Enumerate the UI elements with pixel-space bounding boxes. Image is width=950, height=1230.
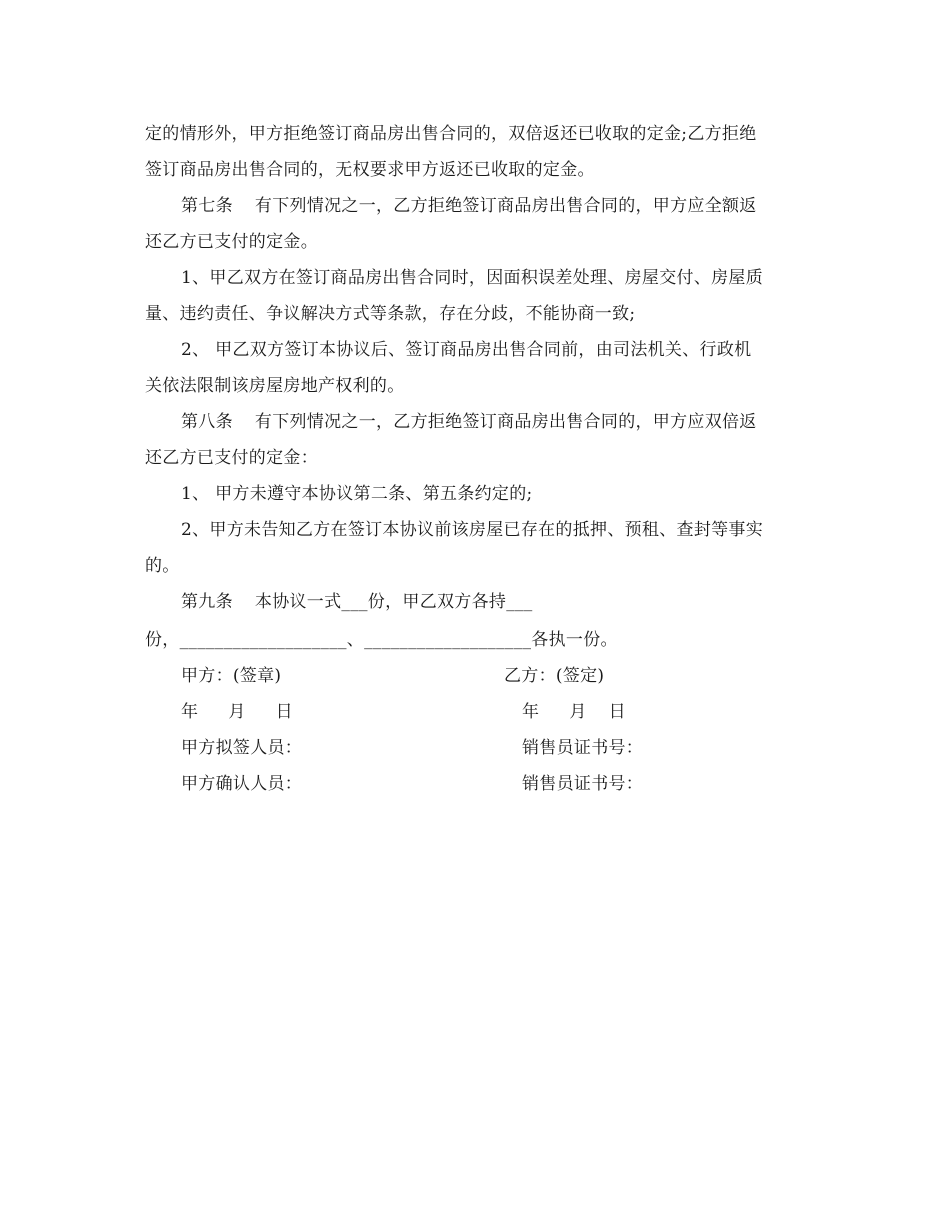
sales-cert-number: 销售员证书号： bbox=[522, 774, 644, 794]
sales-cert-number: 销售员证书号： bbox=[522, 738, 644, 758]
month-label: 月 bbox=[569, 702, 587, 722]
paragraph-line: 量、违约责任、争议解决方式等条款，存在分歧，不能协商一致; bbox=[145, 304, 636, 324]
party-b-seal: 乙方：(签定) bbox=[504, 666, 605, 686]
party-a-drafter: 甲方拟签人员： bbox=[181, 738, 303, 758]
month-label: 月 bbox=[228, 702, 246, 722]
day-label: 日 bbox=[275, 702, 293, 722]
article-eight bbox=[181, 412, 757, 432]
party-a-seal: 甲方：(签章) bbox=[181, 666, 282, 686]
article-seven bbox=[181, 196, 757, 216]
article-seven-heading: 第七条 bbox=[181, 196, 233, 216]
party-a-date bbox=[181, 702, 293, 722]
paragraph-line: 还乙方已支付的定金。 bbox=[145, 232, 318, 252]
article-nine-text: 本协议一式___份，甲乙双方各持___ bbox=[254, 592, 533, 612]
article-nine-heading: 第九条 bbox=[181, 592, 233, 612]
article-eight-text: 有下列情况之一，乙方拒绝签订商品房出售合同的，甲方应双倍返 bbox=[254, 412, 757, 432]
paragraph-line: 的。 bbox=[145, 556, 180, 576]
paragraph-line: 关依法限制该房屋房地产权利的。 bbox=[145, 376, 405, 396]
year-label: 年 bbox=[522, 702, 540, 722]
year-label: 年 bbox=[181, 702, 199, 722]
paragraph-line: 份，___________________、___________________各执一份。 bbox=[145, 630, 618, 650]
day-label: 日 bbox=[608, 702, 626, 722]
party-b-date bbox=[522, 702, 626, 722]
paragraph-line: 还乙方已支付的定金： bbox=[145, 448, 318, 468]
paragraph-line: 2、 甲乙双方签订本协议后、签订商品房出售合同前，由司法机关、行政机 bbox=[181, 340, 752, 360]
paragraph-line: 1、 甲方未遵守本协议第二条、第五条约定的; bbox=[181, 484, 533, 504]
paragraph-line: 定的情形外，甲方拒绝签订商品房出售合同的，双倍返还已收取的定金;乙方拒绝 bbox=[145, 124, 757, 144]
article-eight-heading: 第八条 bbox=[181, 412, 233, 432]
party-a-confirmer: 甲方确认人员： bbox=[181, 774, 303, 794]
paragraph-line: 签订商品房出售合同的，无权要求甲方返还已收取的定金。 bbox=[145, 160, 595, 180]
article-seven-text: 有下列情况之一，乙方拒绝签订商品房出售合同的，甲方应全额返 bbox=[254, 196, 757, 216]
paragraph-line: 1、甲乙双方在签订商品房出售合同时，因面积误差处理、房屋交付、房屋质 bbox=[181, 268, 764, 288]
article-nine bbox=[181, 592, 533, 612]
paragraph-line: 2、甲方未告知乙方在签订本协议前该房屋已存在的抵押、预租、查封等事实 bbox=[181, 520, 764, 540]
